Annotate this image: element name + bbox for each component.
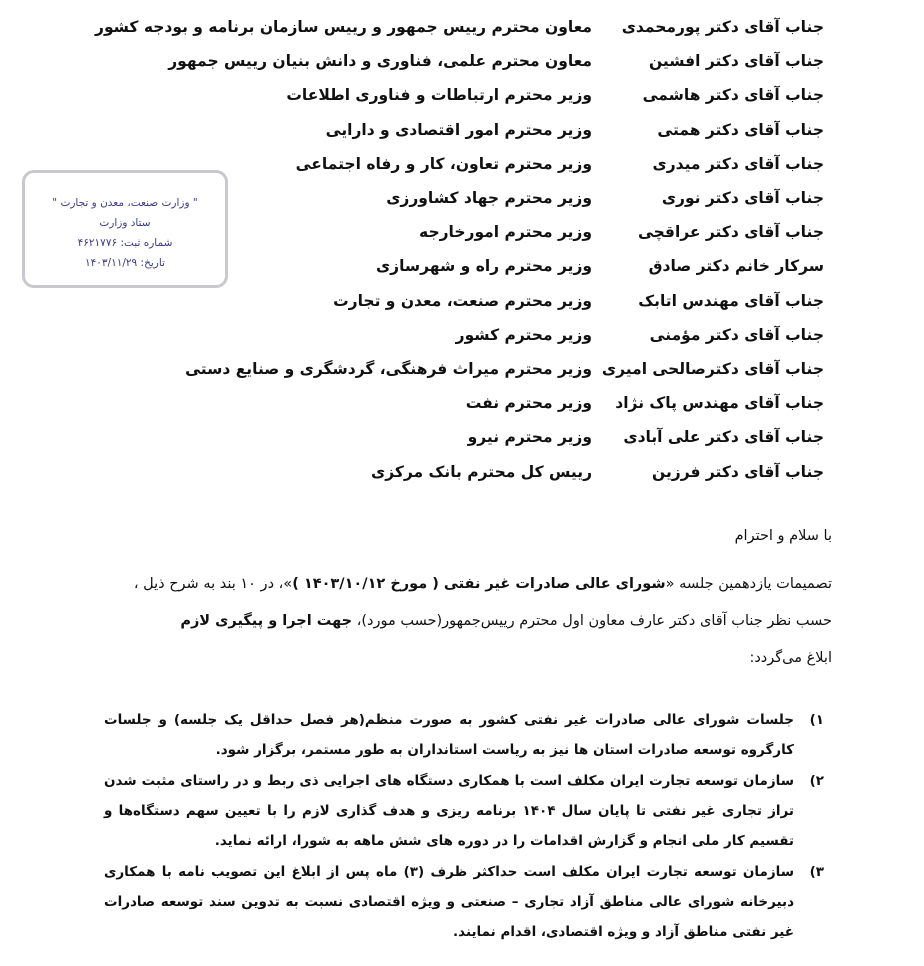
recipient-name: جناب آقای دکتر پورمحمدی bbox=[621, 18, 824, 37]
item-number: ۱) bbox=[809, 712, 824, 728]
recipient-title: وزیر محترم امورخارجه bbox=[419, 223, 592, 242]
recipient-name: جناب آقای دکتر علی آبادی bbox=[623, 428, 824, 447]
recipient-name: جناب آقای دکتر افشین bbox=[648, 52, 824, 71]
recipient-row bbox=[24, 44, 824, 78]
recipient-name: سرکار خانم دکتر صادق bbox=[648, 257, 824, 276]
stamp-date bbox=[25, 253, 225, 273]
recipient-title: وزیر محترم نیرو bbox=[467, 428, 592, 447]
recipient-name: جناب آقای دکتر مؤمنی bbox=[649, 325, 824, 344]
recipient-name: جناب آقای دکتر فرزین bbox=[652, 462, 824, 481]
recipient-title: وزیر محترم صنعت، معدن و تجارت bbox=[333, 291, 592, 310]
recipient-row bbox=[24, 10, 824, 44]
recipient-name: جناب آقای دکترصالحی امیری bbox=[601, 359, 824, 378]
recipient-row bbox=[24, 352, 824, 386]
recipient-row bbox=[24, 386, 824, 420]
registration-stamp bbox=[22, 170, 228, 288]
decision-item bbox=[104, 766, 824, 856]
recipient-row bbox=[24, 284, 824, 318]
recipient-row bbox=[24, 454, 824, 488]
recipient-title: معاون محترم رییس جمهور و رییس سازمان برنامه و بودجه کشور bbox=[95, 18, 592, 37]
stamp-reg bbox=[25, 233, 225, 253]
item-text: سازمان توسعه تجارت ایران مکلف است با همکاری دستگاه های اجرایی ذی ربط و در راستای مثبت شدن تراز تجاری غیر نفتی تا پایان سال ۱۴۰۴ برنامه ریزی و هدف گذاری لازم را با تعیین سهم دستگاه‌ها و تقسیم کار ملی انجام و گزارش اقدامات را در دوره های شش ماهه به شورا، ارائه نماید. bbox=[104, 773, 794, 849]
decision-items bbox=[104, 705, 824, 948]
recipient-name: جناب آقای مهندس اتابک bbox=[638, 291, 824, 310]
recipient-name: جناب آقای دکتر میدری bbox=[652, 154, 824, 173]
stamp-reg-label: شماره ثبت: bbox=[120, 237, 173, 249]
recipient-title: وزیر محترم امور اقتصادی و دارایی bbox=[325, 120, 592, 139]
recipient-title: وزیر محترم جهاد کشاورزی bbox=[386, 189, 592, 208]
intro-paragraph bbox=[97, 566, 832, 677]
recipient-title: وزیر محترم تعاون، کار و رفاه اجتماعی bbox=[295, 154, 592, 173]
stamp-org: " وزارت صنعت، معدن و تجارت " bbox=[52, 197, 198, 209]
item-text: سازمان توسعه تجارت ایران مکلف است حداکثر ظرف (۳) ماه پس از ابلاغ این تصویب نامه با همکاری دبیرخانه شورای عالی مناطق آزاد تجاری – صنعتی و ویژه اقتصادی نسبت به تدوین سند توسعه صادرات غیر نفتی مناطق آزاد و ویژه اقتصادی، اقدام نمایند. bbox=[104, 864, 794, 940]
greeting: با سلام و احترام bbox=[734, 528, 832, 544]
intro-line-1: تصمیمات یازدهمین جلسه «شورای عالی صادرات غیر نفتی ( مورخ ۱۴۰۳/۱۰/۱۲ )»، در ۱۰ بند به شرح ذیل ، bbox=[133, 576, 832, 592]
intro-line-2: حسب نظر جناب آقای دکتر عارف معاون اول محترم رییس‌جمهور(حسب مورد)، جهت اجرا و پیگیری لازم bbox=[180, 613, 832, 629]
stamp-unit: ستاد وزارت bbox=[99, 217, 151, 229]
recipient-title: وزیر محترم میراث فرهنگی، گردشگری و صنایع دستی bbox=[185, 359, 592, 378]
recipient-row bbox=[24, 318, 824, 352]
item-text: جلسات شورای عالی صادرات غیر نفتی کشور به صورت منظم(هر فصل حداقل یک جلسه) و جلسات کارگروه توسعه صادرات استان ها نیز به ریاست استانداران به طور مستمر، برگزار شود. bbox=[104, 712, 794, 758]
item-number: ۳) bbox=[809, 864, 824, 880]
intro-line-3: ابلاغ می‌گردد: bbox=[749, 650, 832, 666]
stamp-reg-number: ۴۶۲۱۷۷۶ bbox=[77, 237, 118, 249]
recipient-name: جناب آقای دکتر همتی bbox=[657, 120, 824, 139]
recipient-name: جناب آقای دکتر هاشمی bbox=[642, 86, 824, 105]
recipient-name: جناب آقای مهندس پاک نژاد bbox=[615, 394, 824, 413]
recipient-title: رییس کل محترم بانک مرکزی bbox=[371, 462, 592, 481]
recipient-row bbox=[24, 78, 824, 112]
recipient-row bbox=[24, 113, 824, 147]
item-number: ۲) bbox=[809, 773, 824, 789]
recipient-title: وزیر محترم کشور bbox=[455, 325, 592, 344]
recipient-title: معاون محترم علمی، فناوری و دانش بنیان رییس جمهور bbox=[168, 52, 592, 71]
decision-item bbox=[104, 857, 824, 947]
recipient-row bbox=[24, 420, 824, 454]
recipient-name: جناب آقای دکتر نوری bbox=[661, 189, 824, 208]
stamp-date-label: تاریخ: bbox=[140, 257, 165, 269]
recipient-title: وزیر محترم راه و شهرسازی bbox=[375, 257, 592, 276]
recipient-name: جناب آقای دکتر عراقچی bbox=[637, 223, 824, 242]
recipient-title: وزیر محترم نفت bbox=[465, 394, 592, 413]
decision-item bbox=[104, 705, 824, 765]
stamp-date-value: ۱۴۰۳/۱۱/۲۹ bbox=[85, 257, 138, 269]
recipient-title: وزیر محترم ارتباطات و فناوری اطلاعات bbox=[286, 86, 592, 105]
